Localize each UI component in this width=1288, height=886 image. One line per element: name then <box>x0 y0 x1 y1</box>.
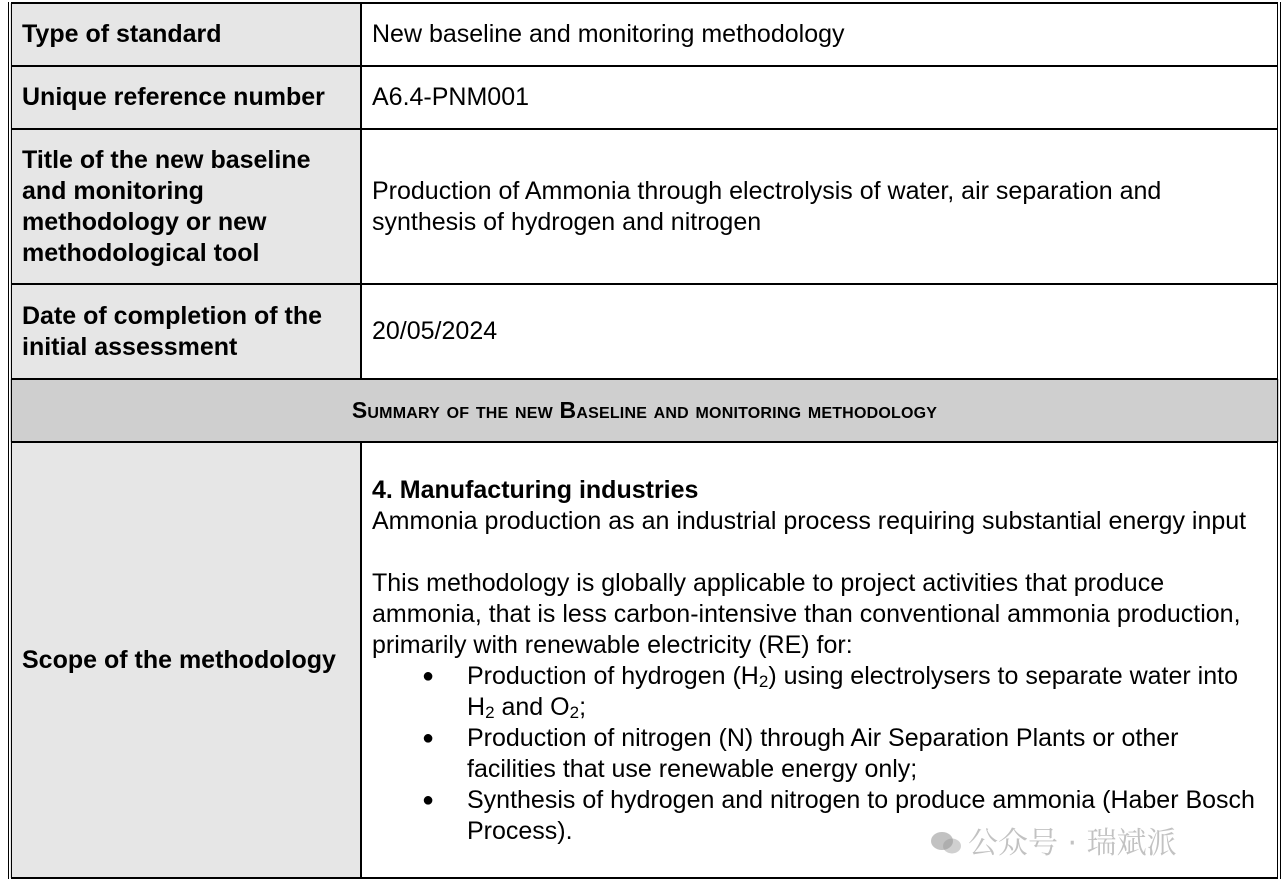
table-row <box>10 129 1279 284</box>
bullet-text-hydrogen: Production of hydrogen $(H_2)$ using electrolysers to separate water into $H_2$ and $O_2$; <box>467 662 1238 722</box>
completion-date-label: Date of completion of the initial assessment <box>10 284 361 379</box>
bullet-icon: ● <box>422 727 435 749</box>
bullet-text-nitrogen: Production of nitrogen (N) through Air Separation Plants or other facilities that use renewable energy only; <box>467 724 1179 783</box>
scope-intro-text: Ammonia production as an industrial process requiring substantial energy input <box>372 507 1247 535</box>
bullet-icon: ● <box>422 665 435 687</box>
table-row <box>10 284 1279 379</box>
scope-value <box>361 442 1279 878</box>
watermark-text: 公众号 · 瑞斌派 <box>968 826 1177 861</box>
methodology-title-label: Title of the new baseline and monitoring methodology or new methodological tool <box>10 129 361 284</box>
table-row <box>10 379 1279 442</box>
completion-date-value: 20/05/2024 <box>361 284 1279 379</box>
type-of-standard-label: Type of standard <box>10 3 361 66</box>
reference-number-value: A6.4-PNM001 <box>361 66 1279 129</box>
type-of-standard-value: New baseline and monitoring methodology <box>361 3 1279 66</box>
scope-label: Scope of the methodology <box>10 442 361 878</box>
summary-section-header: Summary of the new Baseline and monitoring methodology <box>10 379 1279 442</box>
list-item <box>372 661 1267 723</box>
scope-bullet-list <box>372 661 1267 847</box>
paragraph-spacer <box>372 537 1267 568</box>
table-row <box>10 66 1279 129</box>
methodology-title-value: Production of Ammonia through electrolysis of water, air separation and synthesis of hydrogen and nitrogen <box>361 129 1279 284</box>
table-row <box>10 3 1279 66</box>
scope-applicability-text: This methodology is globally applicable to project activities that produce ammonia, that is less carbon-intensive than conventional ammonia production, primarily with renewable electricity (RE) for: <box>372 569 1241 659</box>
reference-number-label: Unique reference number <box>10 66 361 129</box>
table-row <box>10 442 1279 878</box>
list-item <box>372 723 1267 785</box>
scope-sector-heading: 4. Manufacturing industries <box>372 476 699 504</box>
methodology-info-table <box>8 2 1281 879</box>
bullet-text-synthesis: Synthesis of hydrogen and nitrogen to produce ammonia (Haber Bosch Process). <box>467 786 1255 845</box>
bullet-icon: ● <box>422 789 435 811</box>
list-item <box>372 785 1267 847</box>
